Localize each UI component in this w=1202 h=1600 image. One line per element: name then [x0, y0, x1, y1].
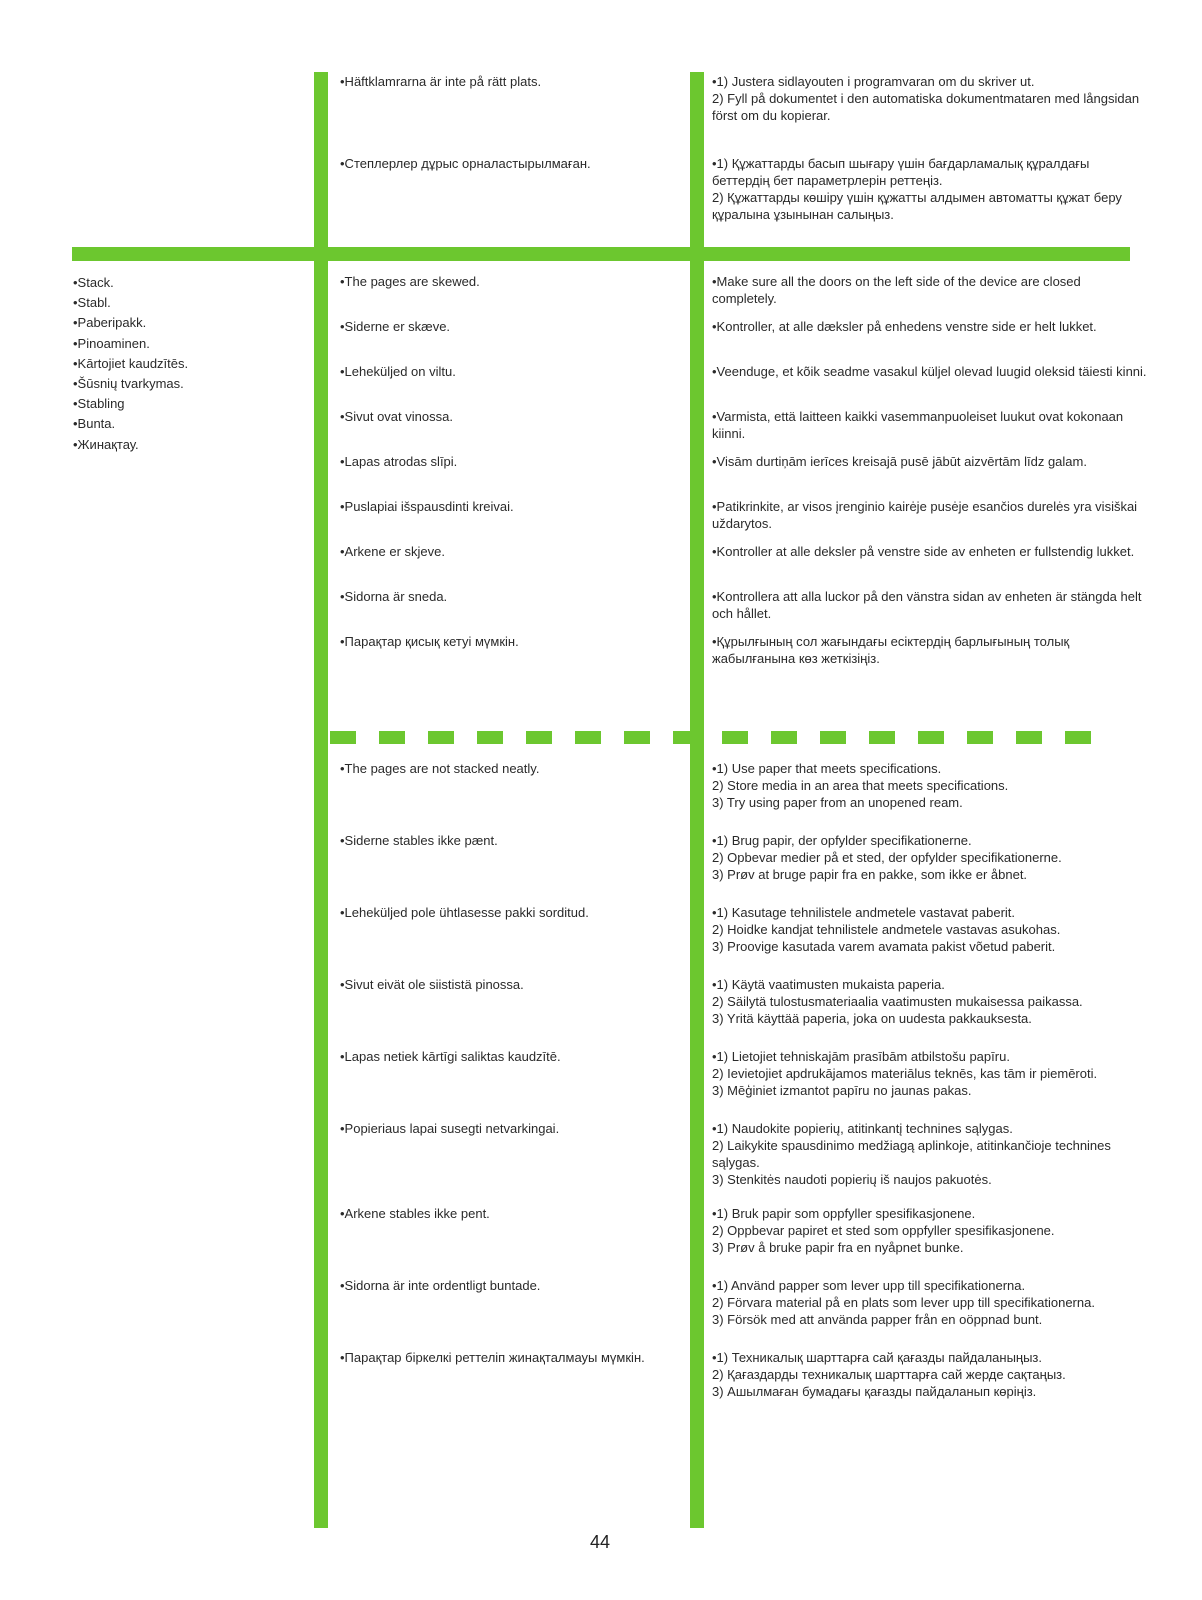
dash-segment [624, 731, 650, 744]
solution-text: •1) Käytä vaatimusten mukaista paperia. 2) Säilytä tulostusmateriaalia vaatimusten mukaisessa paikassa. 3) Yritä käyttää paperia, joka on uudesta pakkauksesta. [712, 977, 1083, 1026]
problem-text: •Siderne stables ikke pænt. [340, 833, 498, 848]
dash-segment [1016, 731, 1042, 744]
problem-text: •Siderne er skæve. [340, 319, 451, 334]
list-item: •Pinoaminen. [73, 335, 150, 351]
list-item: •Šūsnių tvarkymas. [73, 376, 184, 392]
problem-text: •Sivut ovat vinossa. [340, 409, 453, 424]
solution-text: •1) Kasutage tehnilistele andmetele vastavat paberit. 2) Hoidke kandjat tehnilistele andmetele vastavas asukohas. 3) Proovige kasutada varem avamata pakist võetud paberit. [712, 905, 1061, 954]
solution-text: •Kontrollera att alla luckor på den vänstra sidan av enheten är stängda helt och hållet. [712, 589, 1142, 621]
list-item: •Жинақтау. [73, 436, 139, 452]
dash-segment [1065, 731, 1091, 744]
list-item: •Stabling [73, 396, 125, 412]
solution-text: •1) Техникалық шарттарға сай қағазды пайдаланыңыз. 2) Қағаздарды техникалық шарттарға сай жерде сақтаңыз. 3) Ашылмаған бумадағы қағазды пайдаланып көріңіз. [712, 1350, 1066, 1399]
stack-label-list [73, 273, 188, 455]
solution-text: •1) Құжаттарды басып шығару үшін бағдарламалық құралдағы беттердің бет параметрлерін реттеңіз. 2) Құжаттарды көшіру үшін құжатты алдымен автоматты құжат беру құралына ұзынынан салыңыз. [712, 156, 1122, 222]
problem-text: •Arkene stables ikke pent. [340, 1206, 490, 1221]
problem-text: •Leheküljed pole ühtlasesse pakki sorditud. [340, 905, 589, 920]
problem-text: •Arkene er skjeve. [340, 544, 445, 559]
solution-text: •Құрылғының сол жағындағы есіктердің барлығының толық жабылғанына көз жеткізіңіз. [712, 634, 1070, 666]
list-item: •Kārtojiet kaudzītēs. [73, 355, 189, 371]
dash-segment [869, 731, 895, 744]
problem-text: •The pages are not stacked neatly. [340, 761, 540, 776]
solution-text: •Make sure all the doors on the left side of the device are closed completely. [712, 274, 1081, 306]
list-item: •Stabl. [73, 295, 111, 311]
column-divider-left [314, 72, 328, 1528]
solution-text: •Patikrinkite, ar visos įrenginio kairėje pusėje esančios durelės yra visiškai uždarytos. [712, 499, 1138, 531]
problem-text: •Häftklamrarna är inte på rätt plats. [340, 74, 542, 89]
problem-text: •Sivut eivät ole siististä pinossa. [340, 977, 524, 992]
list-item: •Bunta. [73, 416, 116, 432]
page-number: 44 [589, 1532, 611, 1552]
solution-text: •Visām durtiņām ierīces kreisajā pusē jābūt aizvērtām līdz galam. [712, 454, 1087, 469]
solution-text: •1) Brug papir, der opfylder specifikationerne. 2) Opbevar medier på et sted, der opfylder specifikationerne. 3) Prøv at bruge papir fra en pakke, som ikke er åbnet. [712, 833, 1062, 882]
dash-segment [918, 731, 944, 744]
dash-segment [771, 731, 797, 744]
dash-segment [820, 731, 846, 744]
dash-segment [575, 731, 601, 744]
dash-segment [526, 731, 552, 744]
solution-text: •Kontroller, at alle dæksler på enhedens venstre side er helt lukket. [712, 319, 1097, 334]
problem-text: •Sidorna är inte ordentligt buntade. [340, 1278, 541, 1293]
solution-text: •1) Bruk papir som oppfyller spesifikasjonene. 2) Oppbevar papiret et sted som oppfyller spesifikasjonene. 3) Prøv å bruke papir fra en nyåpnet bunke. [712, 1206, 1055, 1255]
list-item: •Stack. [73, 275, 114, 290]
problem-text: •The pages are skewed. [340, 274, 480, 289]
list-item: •Paberipakk. [73, 315, 147, 331]
column-divider-right [690, 72, 704, 1528]
problem-text: •Степлерлер дұрыс орналастырылмаған. [340, 156, 591, 171]
solution-text: •1) Justera sidlayouten i programvaran om du skriver ut. 2) Fyll på dokumentet i den automatiska dokumentmataren med långsidan först om du kopierar. [712, 74, 1140, 123]
solution-text: •Varmista, että laitteen kaikki vasemmanpuoleiset luukut ovat kokonaan kiinni. [712, 409, 1124, 441]
dash-segment [673, 731, 699, 744]
solution-text: •1) Använd papper som lever upp till specifikationerna. 2) Förvara material på en plats som lever upp till specifikationerna. 3) Försök med att använda papper från en oöppnad bunt. [712, 1278, 1095, 1327]
section-divider [72, 247, 1130, 261]
dash-segment [967, 731, 993, 744]
dash-segment [477, 731, 503, 744]
solution-text: •1) Use paper that meets specifications. 2) Store media in an area that meets specifications. 3) Try using paper from an unopened ream. [712, 761, 1009, 810]
solution-text: •1) Lietojiet tehniskajām prasībām atbilstošu papīru. 2) Ievietojiet apdrukājamos materiālus teknēs, kas tām ir piemēroti. 3) Mēģiniet izmantot papīru no jaunas pakas. [712, 1049, 1098, 1098]
problem-text: •Sidorna är sneda. [340, 589, 448, 604]
problem-text: •Lapas atrodas slīpi. [340, 454, 458, 469]
solution-text: •Kontroller at alle deksler på venstre side av enheten er fullstendig lukket. [712, 544, 1135, 559]
solution-text: •Veenduge, et kõik seadme vasakul küljel olevad luugid oleksid täiesti kinni. [712, 364, 1147, 379]
dash-segment [330, 731, 356, 744]
problem-text: •Puslapiai išspausdinti kreivai. [340, 499, 514, 514]
dash-segment [428, 731, 454, 744]
solution-text: •1) Naudokite popierių, atitinkantį technines sąlygas. 2) Laikykite spausdinimo medžiagą aplinkoje, atitinkančioje technines sąlygas. 3) Stenkitės naudoti popierių iš naujos pakuotės. [712, 1121, 1111, 1187]
problem-text: •Popieriaus lapai susegti netvarkingai. [340, 1121, 560, 1136]
dash-segment [379, 731, 405, 744]
problem-text: •Lapas netiek kārtīgi saliktas kaudzītē. [340, 1049, 561, 1064]
dash-segment [722, 731, 748, 744]
problem-text: •Парақтар қисық кетуі мүмкін. [340, 634, 519, 649]
problem-text: •Парақтар біркелкі реттеліп жинақталмауы мүмкін. [340, 1350, 645, 1365]
problem-text: •Leheküljed on viltu. [340, 364, 456, 379]
